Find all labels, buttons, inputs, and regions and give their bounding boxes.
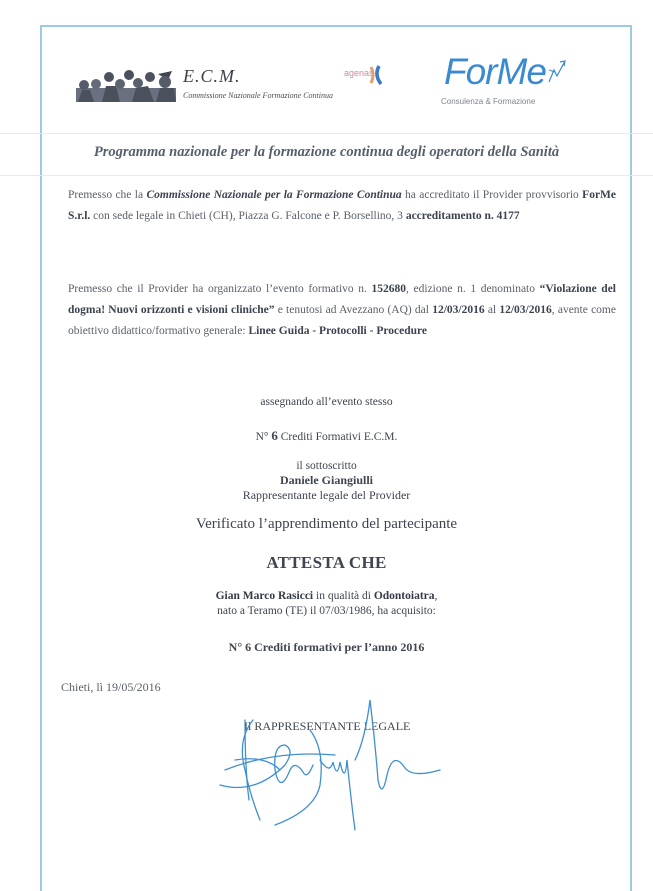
sottoscritto-text: il sottoscritto <box>296 460 357 472</box>
text: Premesso che la <box>68 189 147 201</box>
paragraph-evento <box>68 279 616 342</box>
crediti-numero: 6 <box>271 428 278 443</box>
text: , edizione n. 1 denominato <box>406 283 540 295</box>
forme-arrow-icon <box>546 58 568 84</box>
obiettivo: Linee Guida - Protocolli - Procedure <box>248 325 427 337</box>
crediti-suffix: Crediti Formativi E.C.M. <box>277 431 398 443</box>
data-fine: 12/03/2016 <box>499 304 552 316</box>
assegnando-text: assegnando all’evento stesso <box>260 396 393 408</box>
document-border-top <box>41 25 631 27</box>
paragraph-provider <box>68 185 616 227</box>
attesta-heading: ATTESTA CHE <box>266 553 387 572</box>
crediti-evento <box>0 428 653 444</box>
text: al <box>484 304 500 316</box>
text: con sede legale in Chieti (CH), Piazza G. Falcone e P. Borsellino, 3 <box>90 210 406 222</box>
agenas-logo-text: agenas <box>344 68 374 78</box>
ecm-subtitle: Commissione Nazionale Formazione Continua <box>183 91 334 100</box>
text: Premesso che il Provider ha organizzato l’evento formativo n. <box>68 283 372 295</box>
header-divider-top <box>0 133 653 134</box>
ecm-title: E.C.M. <box>183 66 241 86</box>
text: , avente come obiettivo didattico/formativo generale: <box>68 304 616 337</box>
commissione-name: Commissione Nazionale per la Formazione Continua <box>146 189 402 201</box>
verificato-text: Verificato l’apprendimento del partecipante <box>195 516 458 532</box>
partecipante-nascita: nato a Teramo (TE) il 07/03/1986, ha acquisito: <box>217 605 436 617</box>
rappresentante-legale-label: Il RAPPRESENTANTE LEGALE <box>244 719 411 733</box>
partecipante-qualifica: Odontoiatra <box>373 590 435 602</box>
programma-title: Programma nazionale per la formazione continua degli operatori della Sanità <box>93 144 560 160</box>
data-inizio: 12/03/2016 <box>432 304 485 316</box>
header-divider-bottom <box>0 175 653 176</box>
text: in qualità di <box>313 590 374 602</box>
firmatario-name: Daniele Giangiulli <box>279 473 373 487</box>
text: , <box>434 590 438 602</box>
crediti-anno: N° 6 Crediti formativi per l’anno 2016 <box>228 640 425 654</box>
partecipante-name: Gian Marco Rasicci <box>215 590 314 602</box>
provider-name: ForMe S.r.l. <box>68 189 617 222</box>
evento-titolo: “Violazione del dogma! Nuovi orizzonti e visioni cliniche” <box>68 283 617 316</box>
agenas-logo-icon <box>368 64 384 86</box>
forme-tagline: Consulenza & Formazione <box>441 97 536 106</box>
firmatario-role: Rappresentante legale del Provider <box>242 488 411 502</box>
luogo-data: Chieti, lì 19/05/2016 <box>61 680 161 694</box>
crediti-prefix: N° <box>255 431 272 443</box>
partecipante-line <box>0 590 653 602</box>
forme-logo-text: ForMe <box>444 51 546 92</box>
ecm-logo-people-icon <box>76 66 176 102</box>
text: e tenutosi ad Avezzano (AQ) dal <box>274 304 433 316</box>
evento-numero: 152680 <box>371 283 407 295</box>
text: ha accreditato il Provider provvisorio <box>401 189 583 201</box>
accreditamento-number: accreditamento n. 4177 <box>405 210 520 222</box>
signature-icon <box>215 700 455 840</box>
